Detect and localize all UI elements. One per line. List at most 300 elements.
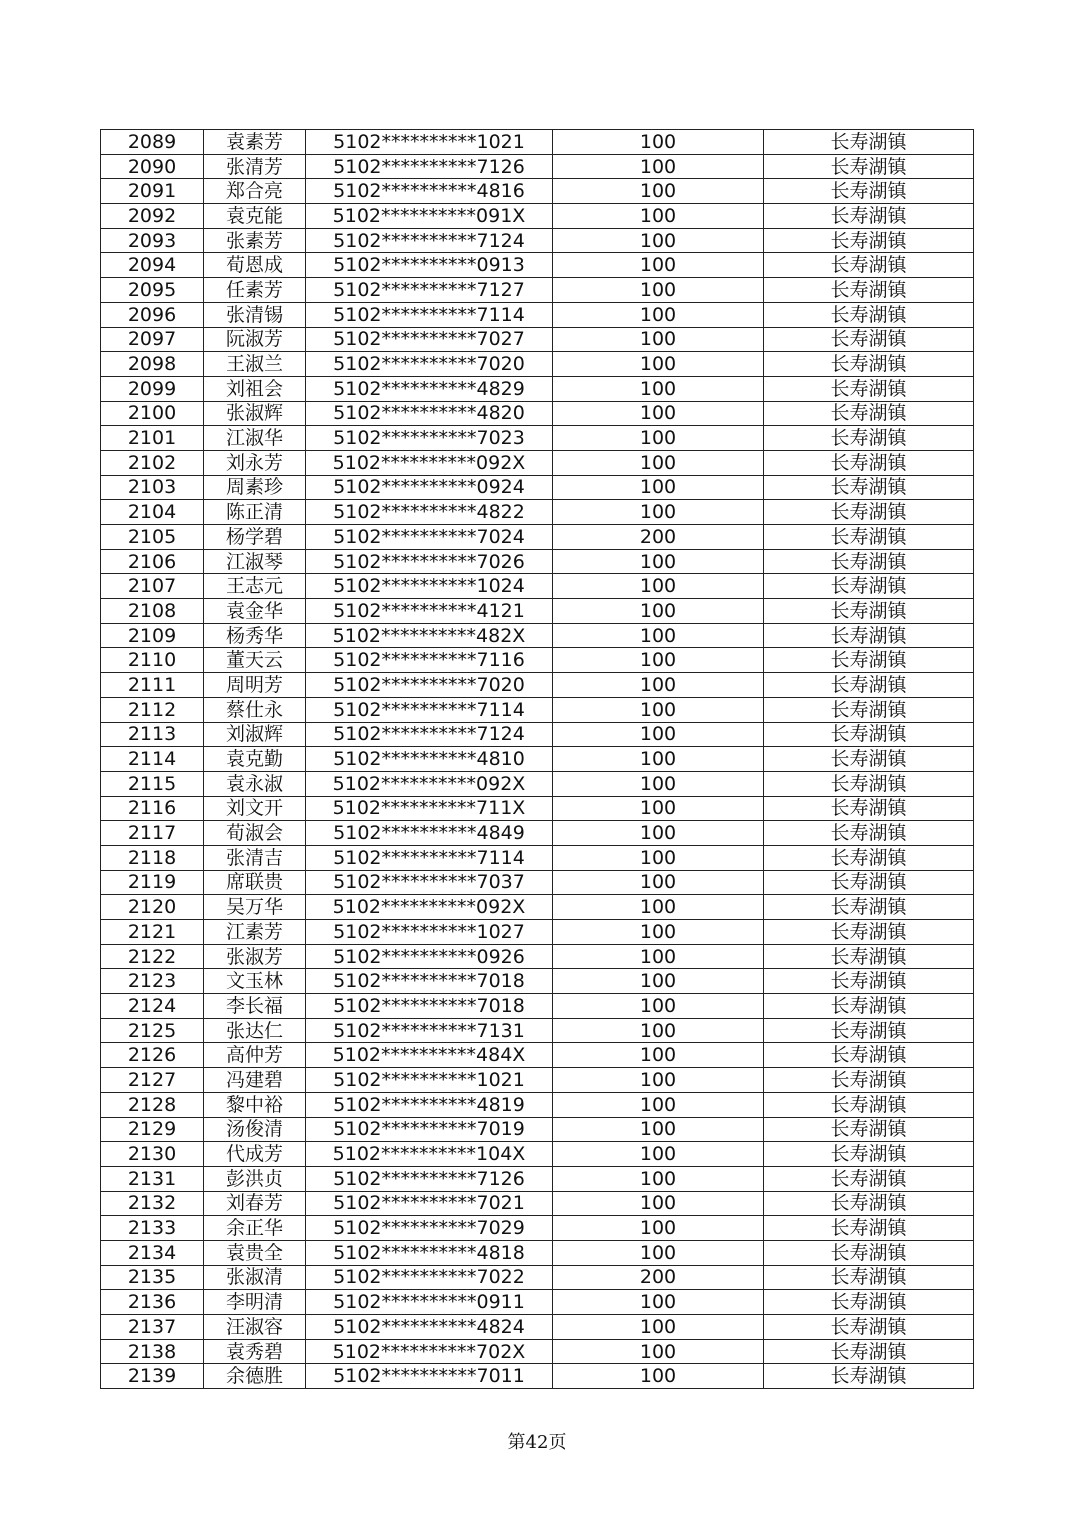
id-number-cell: 5102**********7020 <box>306 352 553 377</box>
town-cell: 长寿湖镇 <box>764 722 974 747</box>
id-number-cell: 5102**********7131 <box>306 1018 553 1043</box>
name-cell: 江素芳 <box>204 920 306 945</box>
serial-number-cell: 2115 <box>101 771 204 796</box>
id-number-cell: 5102**********1021 <box>306 130 553 155</box>
town-cell: 长寿湖镇 <box>764 278 974 303</box>
name-cell: 张清芳 <box>204 154 306 179</box>
id-number-cell: 5102**********7124 <box>306 228 553 253</box>
amount-cell: 100 <box>553 1092 764 1117</box>
amount-cell: 100 <box>553 1339 764 1364</box>
table-row <box>101 1092 974 1117</box>
table-row <box>101 549 974 574</box>
name-cell: 汤俊清 <box>204 1117 306 1142</box>
table-row <box>101 845 974 870</box>
id-number-cell: 5102**********7023 <box>306 426 553 451</box>
name-cell: 董天云 <box>204 648 306 673</box>
id-number-cell: 5102**********702X <box>306 1339 553 1364</box>
name-cell: 袁克能 <box>204 204 306 229</box>
name-cell: 李长福 <box>204 994 306 1019</box>
serial-number-cell: 2130 <box>101 1142 204 1167</box>
name-cell: 李明清 <box>204 1290 306 1315</box>
table-row <box>101 895 974 920</box>
serial-number-cell: 2117 <box>101 821 204 846</box>
table-row <box>101 327 974 352</box>
name-cell: 周明芳 <box>204 673 306 698</box>
serial-number-cell: 2093 <box>101 228 204 253</box>
amount-cell: 100 <box>553 1068 764 1093</box>
serial-number-cell: 2105 <box>101 525 204 550</box>
name-cell: 周素珍 <box>204 475 306 500</box>
table-row <box>101 1216 974 1241</box>
serial-number-cell: 2089 <box>101 130 204 155</box>
serial-number-cell: 2135 <box>101 1265 204 1290</box>
amount-cell: 100 <box>553 821 764 846</box>
id-number-cell: 5102**********484X <box>306 1043 553 1068</box>
table-row <box>101 1117 974 1142</box>
id-number-cell: 5102**********4824 <box>306 1315 553 1340</box>
serial-number-cell: 2133 <box>101 1216 204 1241</box>
name-cell: 荀恩成 <box>204 253 306 278</box>
name-cell: 江淑琴 <box>204 549 306 574</box>
id-number-cell: 5102**********092X <box>306 771 553 796</box>
town-cell: 长寿湖镇 <box>764 870 974 895</box>
town-cell: 长寿湖镇 <box>764 1290 974 1315</box>
town-cell: 长寿湖镇 <box>764 376 974 401</box>
table-row <box>101 1018 974 1043</box>
town-cell: 长寿湖镇 <box>764 648 974 673</box>
amount-cell: 100 <box>553 994 764 1019</box>
town-cell: 长寿湖镇 <box>764 1068 974 1093</box>
id-number-cell: 5102**********7114 <box>306 845 553 870</box>
serial-number-cell: 2126 <box>101 1043 204 1068</box>
serial-number-cell: 2132 <box>101 1191 204 1216</box>
name-cell: 袁贵全 <box>204 1240 306 1265</box>
table-row <box>101 130 974 155</box>
table-row <box>101 944 974 969</box>
table-row <box>101 426 974 451</box>
serial-number-cell: 2116 <box>101 796 204 821</box>
serial-number-cell: 2099 <box>101 376 204 401</box>
serial-number-cell: 2111 <box>101 673 204 698</box>
table-row <box>101 599 974 624</box>
id-number-cell: 5102**********0926 <box>306 944 553 969</box>
id-number-cell: 5102**********1021 <box>306 1068 553 1093</box>
amount-cell: 100 <box>553 228 764 253</box>
id-number-cell: 5102**********7126 <box>306 1166 553 1191</box>
amount-cell: 100 <box>553 130 764 155</box>
serial-number-cell: 2110 <box>101 648 204 673</box>
town-cell: 长寿湖镇 <box>764 747 974 772</box>
town-cell: 长寿湖镇 <box>764 1191 974 1216</box>
table-row <box>101 1364 974 1389</box>
town-cell: 长寿湖镇 <box>764 179 974 204</box>
town-cell: 长寿湖镇 <box>764 549 974 574</box>
amount-cell: 100 <box>553 475 764 500</box>
name-cell: 余德胜 <box>204 1364 306 1389</box>
serial-number-cell: 2109 <box>101 623 204 648</box>
town-cell: 长寿湖镇 <box>764 845 974 870</box>
table-row <box>101 796 974 821</box>
name-cell: 黎中裕 <box>204 1092 306 1117</box>
name-cell: 任素芳 <box>204 278 306 303</box>
town-cell: 长寿湖镇 <box>764 1339 974 1364</box>
serial-number-cell: 2139 <box>101 1364 204 1389</box>
id-number-cell: 5102**********092X <box>306 895 553 920</box>
table-row <box>101 747 974 772</box>
id-number-cell: 5102**********7126 <box>306 154 553 179</box>
table-row <box>101 278 974 303</box>
id-number-cell: 5102**********091X <box>306 204 553 229</box>
serial-number-cell: 2090 <box>101 154 204 179</box>
amount-cell: 100 <box>553 870 764 895</box>
name-cell: 陈正清 <box>204 500 306 525</box>
id-number-cell: 5102**********4829 <box>306 376 553 401</box>
serial-number-cell: 2123 <box>101 969 204 994</box>
serial-number-cell: 2134 <box>101 1240 204 1265</box>
id-number-cell: 5102**********482X <box>306 623 553 648</box>
town-cell: 长寿湖镇 <box>764 1315 974 1340</box>
town-cell: 长寿湖镇 <box>764 302 974 327</box>
town-cell: 长寿湖镇 <box>764 673 974 698</box>
serial-number-cell: 2137 <box>101 1315 204 1340</box>
id-number-cell: 5102**********0913 <box>306 253 553 278</box>
name-cell: 郑合亮 <box>204 179 306 204</box>
amount-cell: 100 <box>553 450 764 475</box>
town-cell: 长寿湖镇 <box>764 895 974 920</box>
amount-cell: 100 <box>553 1364 764 1389</box>
table-row <box>101 1191 974 1216</box>
town-cell: 长寿湖镇 <box>764 796 974 821</box>
id-number-cell: 5102**********4820 <box>306 401 553 426</box>
town-cell: 长寿湖镇 <box>764 450 974 475</box>
town-cell: 长寿湖镇 <box>764 574 974 599</box>
id-number-cell: 5102**********7127 <box>306 278 553 303</box>
amount-cell: 100 <box>553 944 764 969</box>
table-row <box>101 1265 974 1290</box>
table-row <box>101 1043 974 1068</box>
town-cell: 长寿湖镇 <box>764 352 974 377</box>
town-cell: 长寿湖镇 <box>764 130 974 155</box>
id-number-cell: 5102**********4849 <box>306 821 553 846</box>
amount-cell: 100 <box>553 969 764 994</box>
amount-cell: 100 <box>553 1018 764 1043</box>
amount-cell: 100 <box>553 179 764 204</box>
id-number-cell: 5102**********7027 <box>306 327 553 352</box>
serial-number-cell: 2114 <box>101 747 204 772</box>
name-cell: 张素芳 <box>204 228 306 253</box>
town-cell: 长寿湖镇 <box>764 525 974 550</box>
name-cell: 席联贵 <box>204 870 306 895</box>
serial-number-cell: 2119 <box>101 870 204 895</box>
table-row <box>101 697 974 722</box>
amount-cell: 100 <box>553 549 764 574</box>
table-row <box>101 870 974 895</box>
amount-cell: 200 <box>553 525 764 550</box>
name-cell: 蔡仕永 <box>204 697 306 722</box>
name-cell: 杨学碧 <box>204 525 306 550</box>
serial-number-cell: 2128 <box>101 1092 204 1117</box>
table-row <box>101 1142 974 1167</box>
name-cell: 袁永淑 <box>204 771 306 796</box>
town-cell: 长寿湖镇 <box>764 994 974 1019</box>
amount-cell: 100 <box>553 673 764 698</box>
name-cell: 王淑兰 <box>204 352 306 377</box>
name-cell: 汪淑容 <box>204 1315 306 1340</box>
town-cell: 长寿湖镇 <box>764 154 974 179</box>
amount-cell: 100 <box>553 697 764 722</box>
amount-cell: 100 <box>553 278 764 303</box>
amount-cell: 200 <box>553 1265 764 1290</box>
serial-number-cell: 2108 <box>101 599 204 624</box>
amount-cell: 100 <box>553 796 764 821</box>
id-number-cell: 5102**********1027 <box>306 920 553 945</box>
table-row <box>101 352 974 377</box>
town-cell: 长寿湖镇 <box>764 969 974 994</box>
town-cell: 长寿湖镇 <box>764 1216 974 1241</box>
table-row <box>101 500 974 525</box>
serial-number-cell: 2092 <box>101 204 204 229</box>
table-row <box>101 574 974 599</box>
table-body <box>101 130 974 1389</box>
serial-number-cell: 2102 <box>101 450 204 475</box>
id-number-cell: 5102**********7026 <box>306 549 553 574</box>
serial-number-cell: 2138 <box>101 1339 204 1364</box>
serial-number-cell: 2113 <box>101 722 204 747</box>
table-row <box>101 821 974 846</box>
table-row <box>101 179 974 204</box>
id-number-cell: 5102**********1024 <box>306 574 553 599</box>
name-cell: 张淑清 <box>204 1265 306 1290</box>
amount-cell: 100 <box>553 747 764 772</box>
table-row <box>101 450 974 475</box>
amount-cell: 100 <box>553 302 764 327</box>
name-cell: 阮淑芳 <box>204 327 306 352</box>
amount-cell: 100 <box>553 599 764 624</box>
name-cell: 刘永芳 <box>204 450 306 475</box>
id-number-cell: 5102**********7029 <box>306 1216 553 1241</box>
amount-cell: 100 <box>553 253 764 278</box>
amount-cell: 100 <box>553 1216 764 1241</box>
id-number-cell: 5102**********4810 <box>306 747 553 772</box>
table-row <box>101 1315 974 1340</box>
table-row <box>101 1166 974 1191</box>
serial-number-cell: 2100 <box>101 401 204 426</box>
table-row <box>101 969 974 994</box>
id-number-cell: 5102**********4816 <box>306 179 553 204</box>
serial-number-cell: 2129 <box>101 1117 204 1142</box>
amount-cell: 100 <box>553 1043 764 1068</box>
name-cell: 张清吉 <box>204 845 306 870</box>
id-number-cell: 5102**********7019 <box>306 1117 553 1142</box>
id-number-cell: 5102**********0924 <box>306 475 553 500</box>
amount-cell: 100 <box>553 1191 764 1216</box>
name-cell: 张淑芳 <box>204 944 306 969</box>
table-row <box>101 920 974 945</box>
town-cell: 长寿湖镇 <box>764 426 974 451</box>
table-row <box>101 1339 974 1364</box>
id-number-cell: 5102**********4818 <box>306 1240 553 1265</box>
name-cell: 张达仁 <box>204 1018 306 1043</box>
table-row <box>101 1240 974 1265</box>
id-number-cell: 5102**********7124 <box>306 722 553 747</box>
town-cell: 长寿湖镇 <box>764 228 974 253</box>
name-cell: 袁克勤 <box>204 747 306 772</box>
table-row <box>101 771 974 796</box>
town-cell: 长寿湖镇 <box>764 475 974 500</box>
table-row <box>101 525 974 550</box>
name-cell: 冯建碧 <box>204 1068 306 1093</box>
amount-cell: 100 <box>553 1240 764 1265</box>
id-number-cell: 5102**********7011 <box>306 1364 553 1389</box>
amount-cell: 100 <box>553 1290 764 1315</box>
town-cell: 长寿湖镇 <box>764 771 974 796</box>
town-cell: 长寿湖镇 <box>764 944 974 969</box>
serial-number-cell: 2112 <box>101 697 204 722</box>
amount-cell: 100 <box>553 648 764 673</box>
town-cell: 长寿湖镇 <box>764 920 974 945</box>
name-cell: 代成芳 <box>204 1142 306 1167</box>
serial-number-cell: 2121 <box>101 920 204 945</box>
id-number-cell: 5102**********4121 <box>306 599 553 624</box>
town-cell: 长寿湖镇 <box>764 500 974 525</box>
serial-number-cell: 2131 <box>101 1166 204 1191</box>
id-number-cell: 5102**********7037 <box>306 870 553 895</box>
amount-cell: 100 <box>553 722 764 747</box>
name-cell: 袁金华 <box>204 599 306 624</box>
name-cell: 张清锡 <box>204 302 306 327</box>
town-cell: 长寿湖镇 <box>764 204 974 229</box>
table-row <box>101 673 974 698</box>
id-number-cell: 5102**********7018 <box>306 994 553 1019</box>
name-cell: 彭洪贞 <box>204 1166 306 1191</box>
id-number-cell: 5102**********7114 <box>306 302 553 327</box>
town-cell: 长寿湖镇 <box>764 821 974 846</box>
amount-cell: 100 <box>553 426 764 451</box>
name-cell: 袁素芳 <box>204 130 306 155</box>
town-cell: 长寿湖镇 <box>764 1043 974 1068</box>
amount-cell: 100 <box>553 352 764 377</box>
town-cell: 长寿湖镇 <box>764 697 974 722</box>
data-table <box>100 129 974 1389</box>
table-row <box>101 722 974 747</box>
town-cell: 长寿湖镇 <box>764 253 974 278</box>
serial-number-cell: 2106 <box>101 549 204 574</box>
id-number-cell: 5102**********4819 <box>306 1092 553 1117</box>
serial-number-cell: 2097 <box>101 327 204 352</box>
amount-cell: 100 <box>553 1166 764 1191</box>
serial-number-cell: 2124 <box>101 994 204 1019</box>
amount-cell: 100 <box>553 771 764 796</box>
name-cell: 杨秀华 <box>204 623 306 648</box>
name-cell: 余正华 <box>204 1216 306 1241</box>
amount-cell: 100 <box>553 1117 764 1142</box>
name-cell: 刘淑辉 <box>204 722 306 747</box>
table-row <box>101 154 974 179</box>
town-cell: 长寿湖镇 <box>764 1166 974 1191</box>
id-number-cell: 5102**********7022 <box>306 1265 553 1290</box>
serial-number-cell: 2091 <box>101 179 204 204</box>
town-cell: 长寿湖镇 <box>764 327 974 352</box>
amount-cell: 100 <box>553 895 764 920</box>
amount-cell: 100 <box>553 574 764 599</box>
name-cell: 江淑华 <box>204 426 306 451</box>
id-number-cell: 5102**********7116 <box>306 648 553 673</box>
town-cell: 长寿湖镇 <box>764 599 974 624</box>
amount-cell: 100 <box>553 1142 764 1167</box>
amount-cell: 100 <box>553 154 764 179</box>
table-row <box>101 475 974 500</box>
id-number-cell: 5102**********7020 <box>306 673 553 698</box>
table-row <box>101 648 974 673</box>
id-number-cell: 5102**********092X <box>306 450 553 475</box>
id-number-cell: 5102**********7018 <box>306 969 553 994</box>
amount-cell: 100 <box>553 327 764 352</box>
table-row <box>101 302 974 327</box>
page-number: 第42页 <box>507 1432 567 1453</box>
serial-number-cell: 2136 <box>101 1290 204 1315</box>
amount-cell: 100 <box>553 401 764 426</box>
table-row <box>101 1068 974 1093</box>
id-number-cell: 5102**********104X <box>306 1142 553 1167</box>
amount-cell: 100 <box>553 500 764 525</box>
name-cell: 高仲芳 <box>204 1043 306 1068</box>
serial-number-cell: 2122 <box>101 944 204 969</box>
name-cell: 张淑辉 <box>204 401 306 426</box>
table-row <box>101 204 974 229</box>
serial-number-cell: 2098 <box>101 352 204 377</box>
id-number-cell: 5102**********7024 <box>306 525 553 550</box>
town-cell: 长寿湖镇 <box>764 623 974 648</box>
id-number-cell: 5102**********7021 <box>306 1191 553 1216</box>
serial-number-cell: 2118 <box>101 845 204 870</box>
table-row <box>101 1290 974 1315</box>
serial-number-cell: 2096 <box>101 302 204 327</box>
serial-number-cell: 2094 <box>101 253 204 278</box>
amount-cell: 100 <box>553 204 764 229</box>
name-cell: 袁秀碧 <box>204 1339 306 1364</box>
amount-cell: 100 <box>553 623 764 648</box>
serial-number-cell: 2095 <box>101 278 204 303</box>
name-cell: 刘春芳 <box>204 1191 306 1216</box>
amount-cell: 100 <box>553 845 764 870</box>
table-row <box>101 253 974 278</box>
table-row <box>101 994 974 1019</box>
town-cell: 长寿湖镇 <box>764 1142 974 1167</box>
serial-number-cell: 2125 <box>101 1018 204 1043</box>
table-row <box>101 376 974 401</box>
town-cell: 长寿湖镇 <box>764 1364 974 1389</box>
serial-number-cell: 2127 <box>101 1068 204 1093</box>
table-row <box>101 623 974 648</box>
town-cell: 长寿湖镇 <box>764 1265 974 1290</box>
serial-number-cell: 2103 <box>101 475 204 500</box>
table-row <box>101 228 974 253</box>
name-cell: 王志元 <box>204 574 306 599</box>
name-cell: 吴万华 <box>204 895 306 920</box>
name-cell: 荀淑会 <box>204 821 306 846</box>
town-cell: 长寿湖镇 <box>764 1018 974 1043</box>
town-cell: 长寿湖镇 <box>764 1117 974 1142</box>
name-cell: 文玉林 <box>204 969 306 994</box>
serial-number-cell: 2104 <box>101 500 204 525</box>
amount-cell: 100 <box>553 376 764 401</box>
serial-number-cell: 2120 <box>101 895 204 920</box>
serial-number-cell: 2107 <box>101 574 204 599</box>
name-cell: 刘文开 <box>204 796 306 821</box>
id-number-cell: 5102**********7114 <box>306 697 553 722</box>
amount-cell: 100 <box>553 920 764 945</box>
amount-cell: 100 <box>553 1315 764 1340</box>
